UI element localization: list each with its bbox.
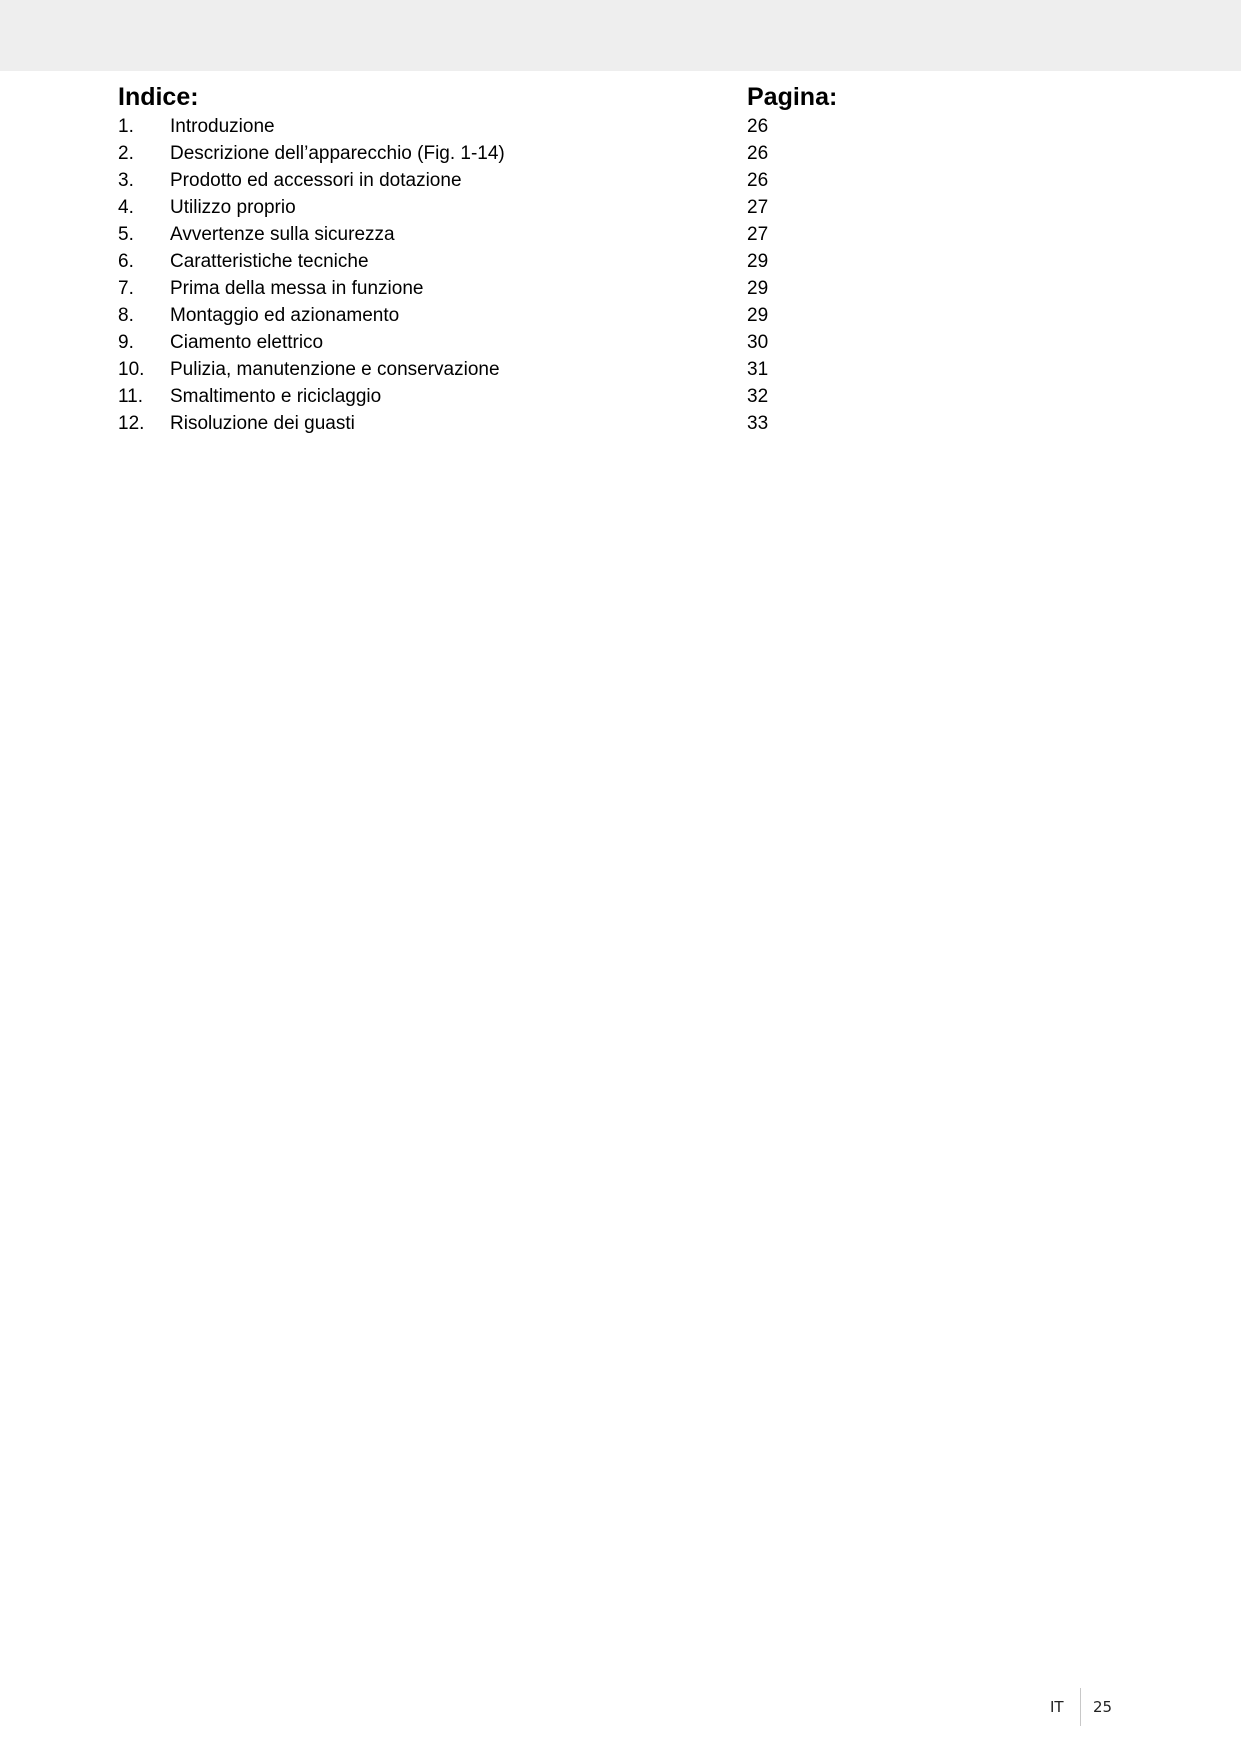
toc-entry[interactable] [0, 302, 1241, 329]
toc-entry-page: 27 [747, 224, 769, 245]
toc-entry-number: 10. [118, 359, 145, 380]
toc-entry-page: 29 [747, 305, 769, 326]
footer-page-number: 25 [1093, 1698, 1113, 1716]
toc-list [0, 113, 1241, 437]
toc-entry-label: Montaggio ed azionamento [170, 305, 400, 326]
toc-entry[interactable] [0, 410, 1241, 437]
toc-entry-number: 5. [118, 224, 134, 245]
toc-entry[interactable] [0, 275, 1241, 302]
toc-entry-label: Avvertenze sulla sicurezza [170, 224, 395, 245]
toc-entry-label: Smaltimento e riciclaggio [170, 386, 382, 407]
toc-entry-number: 7. [118, 278, 134, 299]
toc-entry-page: 26 [747, 143, 769, 164]
toc-entry-number: 4. [118, 197, 134, 218]
toc-entry-page: 27 [747, 197, 769, 218]
toc-entry[interactable] [0, 329, 1241, 356]
toc-entry[interactable] [0, 248, 1241, 275]
toc-entry[interactable] [0, 356, 1241, 383]
toc-title: Indice: [118, 83, 199, 111]
toc-entry-page: 33 [747, 413, 769, 434]
toc-entry-label: Risoluzione dei guasti [170, 413, 355, 434]
toc-entry-number: 8. [118, 305, 134, 326]
toc-entry[interactable] [0, 221, 1241, 248]
toc-entry-number: 11. [118, 386, 144, 407]
toc-header [0, 80, 1241, 114]
header-band [0, 0, 1241, 71]
toc-entry-label: Pulizia, manutenzione e conservazione [170, 359, 500, 380]
toc-entry[interactable] [0, 167, 1241, 194]
toc-entry-page: 30 [747, 332, 769, 353]
toc-entry-label: Prima della messa in funzione [170, 278, 424, 299]
toc-entry-number: 3. [118, 170, 134, 191]
toc-entry-label: Caratteristiche tecniche [170, 251, 369, 272]
toc-entry[interactable] [0, 194, 1241, 221]
toc-page-column-title: Pagina: [747, 83, 838, 111]
toc-entry-number: 1. [118, 116, 134, 137]
toc-entry-label: Utilizzo proprio [170, 197, 296, 218]
toc-entry-page: 31 [747, 359, 769, 380]
toc-entry[interactable] [0, 113, 1241, 140]
toc-entry-number: 2. [118, 143, 134, 164]
toc-entry-number: 6. [118, 251, 134, 272]
toc-entry-number: 9. [118, 332, 134, 353]
toc-entry-label: Prodotto ed accessori in dotazione [170, 170, 462, 191]
toc-entry-label: Introduzione [170, 116, 275, 137]
toc-entry[interactable] [0, 140, 1241, 167]
toc-entry-label: Ciamento elettrico [170, 332, 324, 353]
toc-entry-number: 12. [118, 413, 145, 434]
toc-entry-page: 29 [747, 251, 769, 272]
footer-divider [1080, 1688, 1081, 1726]
footer-language-code: IT [1050, 1698, 1064, 1716]
toc-entry-page: 26 [747, 170, 769, 191]
toc-entry-page: 32 [747, 386, 769, 407]
toc-entry[interactable] [0, 383, 1241, 410]
toc-entry-page: 29 [747, 278, 769, 299]
toc-entry-label: Descrizione dell’apparecchio (Fig. 1-14) [170, 143, 505, 164]
toc-entry-page: 26 [747, 116, 769, 137]
